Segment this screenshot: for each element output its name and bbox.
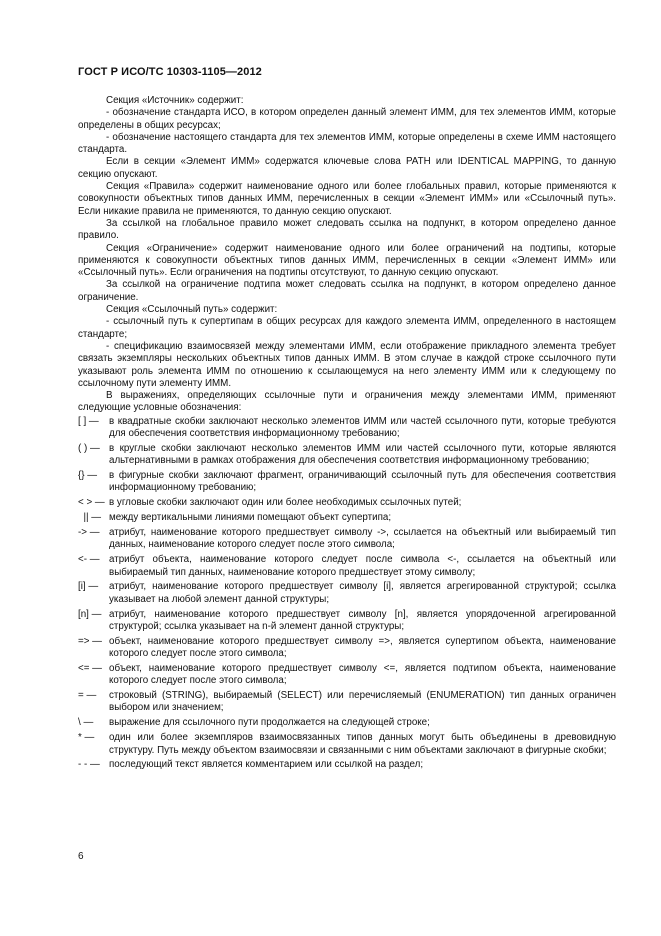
- notation-symbol: <- —: [78, 554, 100, 566]
- notation-symbol: {} —: [78, 470, 98, 482]
- notation-item: [78, 443, 616, 468]
- notation-list: [78, 416, 616, 772]
- notation-description: в квадратные скобки заключают несколько элементов ИММ или частей ссылочного пути, которые требуются для обеспечения соответствия информационному требованию;: [109, 415, 616, 440]
- notation-item: [78, 690, 616, 715]
- notation-description: один или более экземпляров взаимосвязанных типов данных могут быть объединены в древовидную структуру. Путь между объектом взаимосвязи и связанными с ним объектами заключают в фигурные скобки;: [109, 732, 616, 756]
- notation-item: [78, 554, 616, 579]
- notation-description: объект, наименование которого предшествует символу =>, является супертипом объекта, наименование которого следует после этого символа;: [109, 635, 616, 660]
- notation-item: [78, 512, 616, 524]
- paragraph: Секция «Источник» содержит:: [106, 95, 244, 106]
- notation-item: [78, 416, 616, 441]
- notation-symbol: - - —: [78, 759, 100, 771]
- notation-symbol: => —: [78, 635, 102, 647]
- notation-description: последующий текст является комментарием или ссылкой на раздел;: [109, 759, 424, 771]
- notation-description: между вертикальными линиями помещают объект супертипа;: [109, 512, 392, 524]
- notation-symbol: ( ) —: [78, 442, 100, 454]
- paragraph: Секция «Ограничение» содержит наименование одного или более ограничений на подтипы, которые применяются к совокупности объектных типов данных ИММ, перечисленных в секции «Элемент ИММ» или «Ссылочный путь». Если ограничения на подтипы отсутствуют, то данную секцию опускают.: [78, 242, 616, 279]
- notation-symbol: [n] —: [78, 608, 102, 620]
- notation-symbol: [ ] —: [78, 415, 99, 427]
- notation-symbol: [i] —: [78, 581, 99, 593]
- paragraph: За ссылкой на глобальное правило может следовать ссылка на подпункт, в котором определено данное правило.: [78, 217, 616, 242]
- paragraph: В выражениях, определяющих ссылочные пути и ограничения между элементами ИММ, применяют следующие условные обозначения:: [78, 390, 616, 414]
- notation-item: [78, 527, 616, 552]
- list-item: - ссылочный путь к супертипам в общих ресурсах для каждого элемента ИММ, определенного в настоящем стандарте;: [78, 316, 616, 340]
- notation-item: [78, 732, 616, 757]
- notation-symbol: \ —: [78, 717, 94, 729]
- notation-item: [78, 636, 616, 661]
- page-number: 6: [78, 851, 84, 862]
- notation-description: объект, наименование которого предшествует символу <=, является подтипом объекта, наименование которого следует после этого символа;: [109, 663, 616, 687]
- paragraph: Если в секции «Элемент ИММ» содержатся ключевые слова PATH или IDENTICAL MAPPING, то данную секцию опускают.: [78, 156, 616, 180]
- notation-item: [78, 663, 616, 688]
- notation-symbol: -> —: [78, 527, 100, 539]
- paragraph: Секция «Правила» содержит наименование одного или более глобальных правил, которые применяются к совокупности объектных типов данных ИММ, перечисленных в секции «Элемент ИММ» или «Ссылочный путь». Если никакие правила не применяются, то данную секцию опускают.: [78, 181, 616, 217]
- notation-description: в угловые скобки заключают один или более необходимых ссылочных путей;: [109, 497, 462, 509]
- notation-item: [78, 497, 616, 509]
- notation-symbol: || —: [78, 512, 102, 524]
- document-body: [78, 95, 616, 774]
- list-item: - обозначение настоящего стандарта для тех элементов ИММ, которые определены в схеме ИММ настоящего стандарта.: [78, 131, 616, 156]
- notation-item: [78, 717, 616, 729]
- page-header: ГОСТ Р ИСО/ТС 10303-1105—2012: [78, 66, 262, 78]
- list-item: - обозначение стандарта ИСО, в котором определен данный элемент ИММ, для тех элементов ИММ, которые определены в общих ресурсах;: [78, 107, 616, 131]
- notation-symbol: <= —: [78, 663, 102, 674]
- list-item: - спецификацию взаимосвязей между элементами ИММ, если отображение прикладного элемента требует связать экземпляры нескольких объектных типов данных ИММ. В этом случае в каждой строке ссылочного пути указывают роль элемента ИММ по отношению к ссылающемуся на него элементу ИММ или к следующему по ссылочному пути элементу ИММ.: [78, 340, 616, 389]
- notation-symbol: < > —: [78, 497, 105, 509]
- paragraph: За ссылкой на ограничение подтипа может следовать ссылка на подпункт, в котором определено данное ограничение.: [78, 279, 616, 303]
- notation-item: [78, 581, 616, 606]
- notation-item: [78, 609, 616, 634]
- notation-description: атрибут объекта, наименование которого следует после символа <-, ссылается на объектный или выбираемый тип данных, наименование которого предшествует этому символу;: [109, 554, 616, 578]
- notation-description: атрибут, наименование которого предшествует символу ->, ссылается на объектный или выбираемый тип данных, наименование которого следует после этого символа;: [109, 527, 616, 551]
- notation-symbol: * —: [78, 732, 95, 744]
- notation-description: в круглые скобки заключают несколько элементов ИММ или частей ссылочного пути, которые являются альтернативными в рамках отображения для обеспечения соответствия информационному требованию;: [109, 442, 616, 467]
- notation-description: атрибут, наименование которого предшествует символу [n], является упорядоченной агрегированной структурой; ссылка указывает на n-й элемент данной структуры;: [109, 608, 616, 632]
- notation-symbol: = —: [78, 690, 97, 702]
- notation-description: строковый (STRING), выбираемый (SELECT) или перечисляемый (ENUMERATION) тип данных ограничен выбором или значением;: [109, 690, 616, 714]
- notation-description: выражение для ссылочного пути продолжается на следующей строке;: [109, 717, 430, 729]
- notation-item: [78, 470, 616, 495]
- notation-description: в фигурные скобки заключают фрагмент, ограничивающий ссылочный путь для обеспечения соответствия информационному требованию;: [109, 470, 616, 494]
- notation-description: атрибут, наименование которого предшествует символу [i], является агрегированной структурой; ссылка указывает на любой элемент данной структуры;: [109, 581, 616, 605]
- notation-item: [78, 759, 616, 771]
- paragraph: Секция «Ссылочный путь» содержит:: [106, 304, 278, 316]
